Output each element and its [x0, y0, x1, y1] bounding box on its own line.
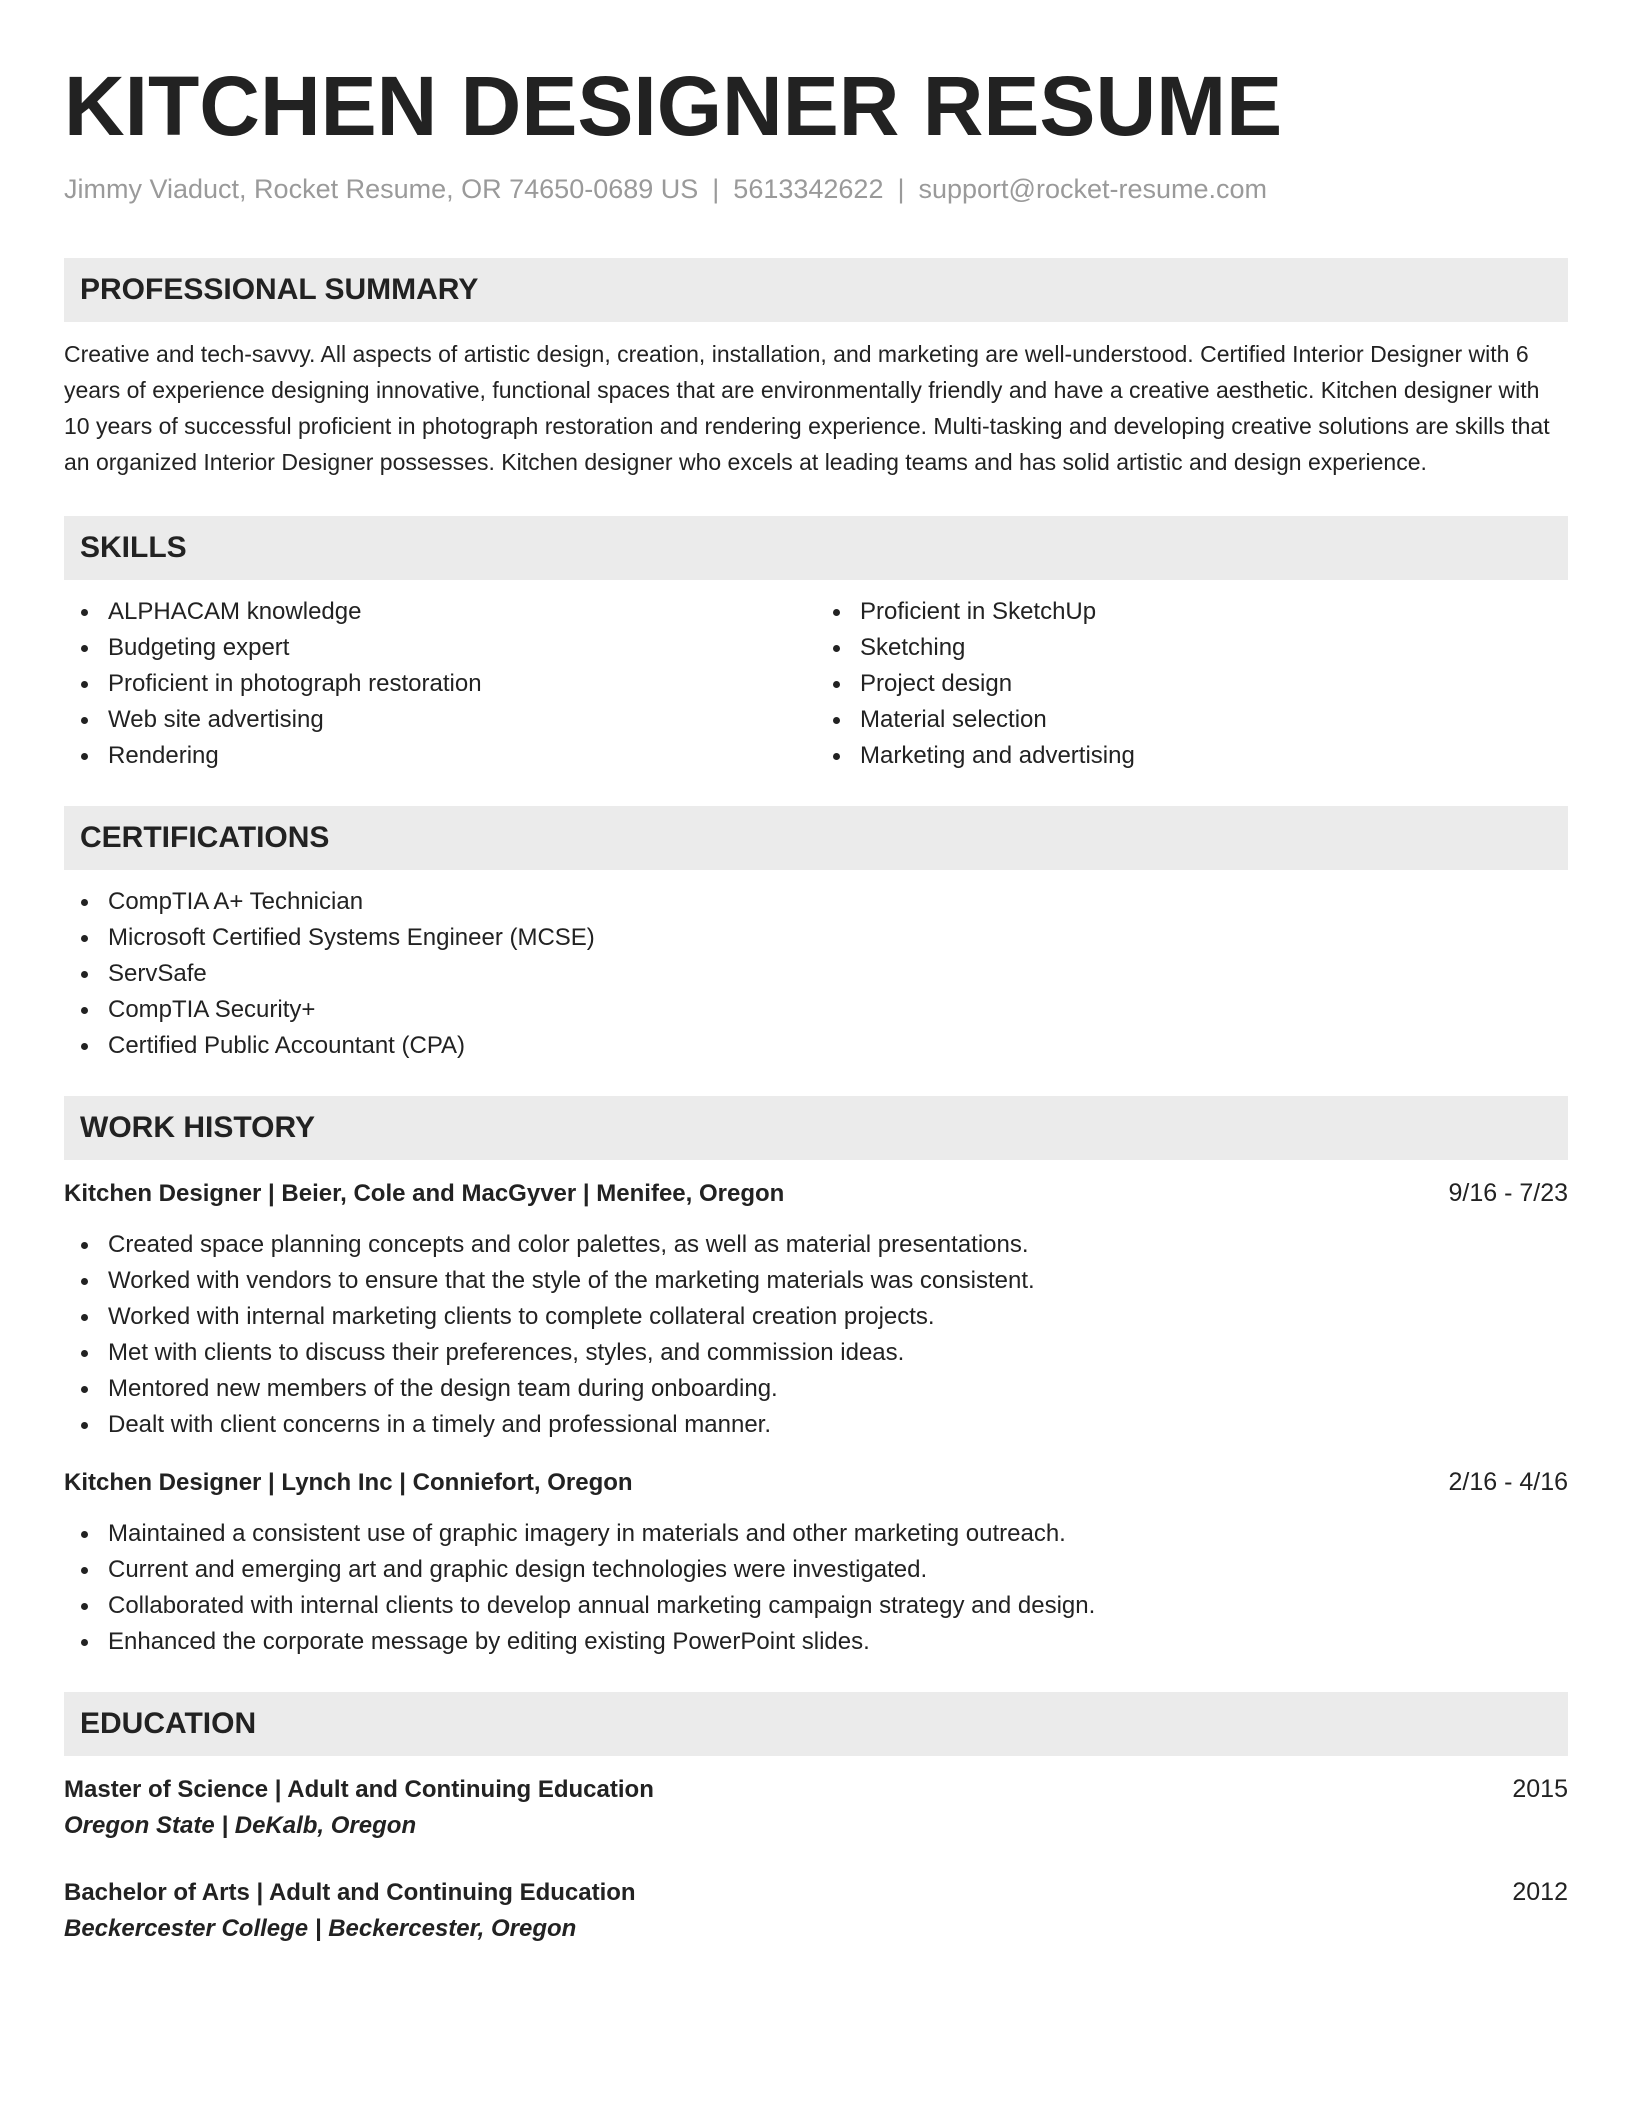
education-header: [64, 1772, 1568, 1807]
job-dates: 9/16 - 7/23: [1448, 1179, 1568, 1207]
job-title: Kitchen Designer | Lynch Inc | Conniefort, Oregon: [64, 1469, 633, 1496]
contact-separator: |: [897, 174, 905, 204]
certification-item: Certified Public Accountant (CPA): [64, 1028, 1568, 1064]
certifications-list: [64, 884, 1568, 1064]
contact-address: Jimmy Viaduct, Rocket Resume, OR 74650-0689 US: [64, 174, 699, 204]
job-bullet: Created space planning concepts and color palettes, as well as material presentations.: [64, 1227, 1568, 1263]
section-heading-skills: SKILLS: [64, 516, 1568, 580]
skill-item: Proficient in SketchUp: [816, 594, 1568, 630]
job-bullets: [64, 1227, 1568, 1443]
education-year: 2015: [1512, 1775, 1568, 1803]
job-header: [64, 1176, 1568, 1211]
job-bullet: Collaborated with internal clients to develop annual marketing campaign strategy and design.: [64, 1588, 1568, 1624]
job-header: [64, 1465, 1568, 1500]
skill-item: Marketing and advertising: [816, 738, 1568, 774]
contact-separator: |: [712, 174, 720, 204]
section-heading-work-history: WORK HISTORY: [64, 1096, 1568, 1160]
skill-item: Proficient in photograph restoration: [64, 666, 816, 702]
education-school: Oregon State | DeKalb, Oregon: [64, 1812, 417, 1839]
summary-text: Creative and tech-savvy. All aspects of artistic design, creation, installation, and marketing are well-understood. Certified Interior Designer with 6 years of experience designing innovative, functional spaces that are environmentally friendly and have a creative aesthetic. Kitchen designer with 10 years of successful proficient in photograph restoration and rendering experience. Multi-tasking and developing creative solutions are skills that an organized Interior Designer possesses. Kitchen designer who excels at leading teams and has solid artistic and design experience.: [64, 341, 1550, 475]
job-bullet: Mentored new members of the design team during onboarding.: [64, 1371, 1568, 1407]
job-bullets: [64, 1516, 1568, 1660]
education-year: 2012: [1512, 1878, 1568, 1906]
job-bullet: Worked with internal marketing clients to complete collateral creation projects.: [64, 1299, 1568, 1335]
job-bullet: Worked with vendors to ensure that the style of the marketing materials was consistent.: [64, 1263, 1568, 1299]
job-bullet: Dealt with client concerns in a timely and professional manner.: [64, 1407, 1568, 1443]
contact-line: [64, 172, 1568, 206]
certification-item: Microsoft Certified Systems Engineer (MCSE): [64, 920, 1568, 956]
resume-title: KITCHEN DESIGNER RESUME: [64, 59, 1283, 153]
job-bullet: Current and emerging art and graphic design technologies were investigated.: [64, 1552, 1568, 1588]
section-heading-certifications: CERTIFICATIONS: [64, 806, 1568, 870]
certification-item: CompTIA Security+: [64, 992, 1568, 1028]
job-dates: 2/16 - 4/16: [1448, 1468, 1568, 1496]
contact-phone: 5613342622: [733, 174, 884, 204]
education-school: Beckercester College | Beckercester, Oregon: [64, 1915, 577, 1942]
job-title: Kitchen Designer | Beier, Cole and MacGyver | Menifee, Oregon: [64, 1180, 785, 1207]
contact-email: support@rocket-resume.com: [918, 174, 1268, 204]
skills-columns: [64, 594, 1568, 774]
skill-item: Web site advertising: [64, 702, 816, 738]
skills-list-right: [816, 594, 1568, 774]
skill-item: Project design: [816, 666, 1568, 702]
education-degree: Bachelor of Arts | Adult and Continuing Education: [64, 1879, 636, 1906]
section-heading-education: EDUCATION: [64, 1692, 1568, 1756]
certification-item: CompTIA A+ Technician: [64, 884, 1568, 920]
skills-list-left: [64, 594, 816, 774]
education-entry: [64, 1772, 1568, 1845]
skill-item: Material selection: [816, 702, 1568, 738]
job-bullet: Met with clients to discuss their preferences, styles, and commission ideas.: [64, 1335, 1568, 1371]
skill-item: Sketching: [816, 630, 1568, 666]
job-bullet: Enhanced the corporate message by editing existing PowerPoint slides.: [64, 1624, 1568, 1660]
job-bullet: Maintained a consistent use of graphic imagery in materials and other marketing outreach.: [64, 1516, 1568, 1552]
section-heading-summary: PROFESSIONAL SUMMARY: [64, 258, 1568, 322]
certification-item: ServSafe: [64, 956, 1568, 992]
skill-item: Budgeting expert: [64, 630, 816, 666]
skill-item: Rendering: [64, 738, 816, 774]
skill-item: ALPHACAM knowledge: [64, 594, 816, 630]
education-degree: Master of Science | Adult and Continuing Education: [64, 1776, 654, 1803]
education-entry: [64, 1875, 1568, 1948]
education-header: [64, 1875, 1568, 1910]
